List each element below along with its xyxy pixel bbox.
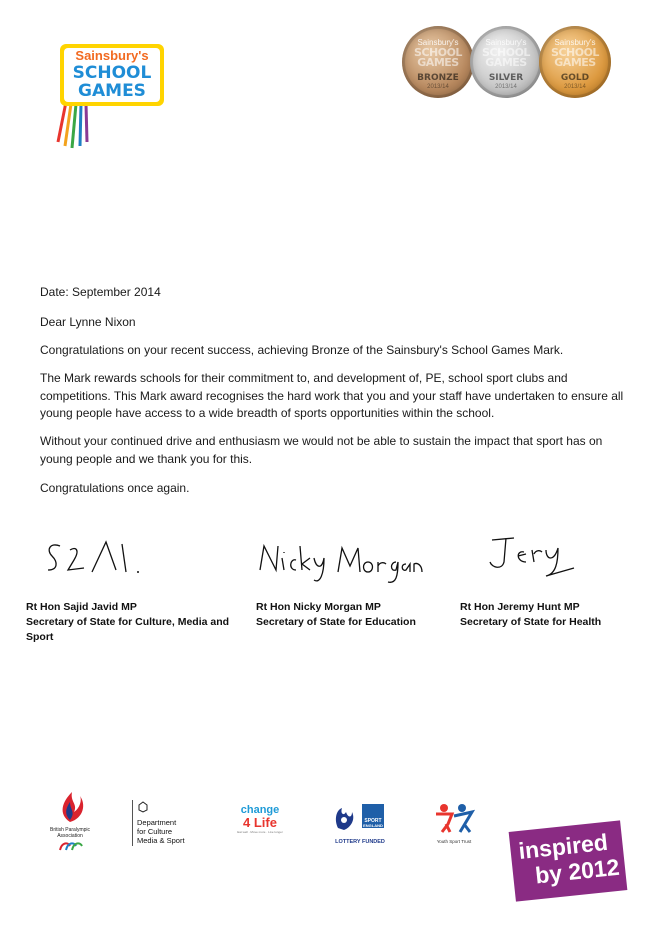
lottery-hand-icon <box>330 802 390 832</box>
medal-line2: GAMES <box>417 56 459 69</box>
signatory-name: Rt Hon Sajid Javid MP <box>26 601 137 613</box>
signatory-name: Rt Hon Jeremy Hunt MP <box>460 601 580 613</box>
inspired-by-2012-logo <box>509 820 628 901</box>
medal-brand: Sainsbury's <box>554 38 596 47</box>
logo-line1: SCHOOL <box>72 63 152 83</box>
signature-hunt-icon <box>484 532 584 578</box>
medal-year: 2013/14 <box>427 84 449 90</box>
medal-line1: SCHOOL <box>551 46 599 59</box>
change4life-logo <box>232 804 288 844</box>
inspired-line1: inspired <box>517 828 610 865</box>
lottery-label: LOTTERY FUNDED <box>335 839 385 845</box>
logo-brand: Sainsbury's <box>75 48 149 63</box>
gold-medal <box>539 26 611 98</box>
c4l-line2: 4 Life <box>243 815 277 830</box>
crest-icon <box>137 801 149 813</box>
letter-date: Date: September 2014 <box>40 285 161 299</box>
yst-logo <box>432 802 476 844</box>
medal-level: SILVER <box>488 73 524 83</box>
bpa-line1: British Paralympic <box>49 827 90 833</box>
yst-label: Youth Sport Trust <box>436 839 472 844</box>
signatory-morgan <box>256 600 456 630</box>
bpa-logo <box>48 790 92 848</box>
logo-line2: GAMES <box>78 81 146 101</box>
letter-paragraph-3: Without your continued drive and enthusiasm we would not be able to sustain the impact that sport has on young people and we thank you for this. <box>40 434 603 466</box>
medal-brand: Sainsbury's <box>417 38 459 47</box>
dcms-line2: for Culture <box>137 827 173 836</box>
dcms-logo <box>132 800 207 846</box>
medal-line1: SCHOOL <box>414 46 462 59</box>
figures-icon <box>432 802 476 834</box>
signature-morgan-icon <box>256 540 426 588</box>
signatory-hunt <box>460 600 660 630</box>
medal-year: 2013/14 <box>495 84 517 90</box>
signatory-title: Secretary of State for Health <box>460 616 602 628</box>
medal-brand: Sainsbury's <box>485 38 527 47</box>
signatory-title: Secretary of State for Culture, Media and Sport <box>26 616 230 643</box>
c4l-sub: Eat well · Move more · Live longer <box>237 830 283 834</box>
england-label: ENGLAND <box>363 823 383 828</box>
bronze-medal <box>402 26 474 98</box>
c4l-line1: change <box>240 804 280 816</box>
inspired-line2: by 2012 <box>533 853 621 889</box>
medal-level: BRONZE <box>417 73 459 83</box>
sport-label: SPORT <box>364 818 382 824</box>
agitos-icon <box>48 840 92 852</box>
dcms-line3: Media & Sport <box>137 836 185 845</box>
medal-level: GOLD <box>560 73 590 83</box>
medal-line2: GAMES <box>554 56 596 69</box>
bpa-line2: Association <box>57 833 83 839</box>
medal-line2: GAMES <box>485 56 527 69</box>
signatory-title: Secretary of State for Education <box>256 616 416 628</box>
signatory-javid <box>26 600 236 645</box>
school-games-logo <box>52 42 170 152</box>
flame-icon <box>48 790 92 824</box>
letter-paragraph-1: Congratulations on your recent success, achieving Bronze of the Sainsbury's School Games Mark. <box>40 343 564 357</box>
letter-closing: Congratulations once again. <box>40 481 190 495</box>
signature-javid-icon <box>40 536 150 582</box>
ribbon-icon <box>58 102 87 148</box>
letter-paragraph-2: The Mark rewards schools for their commitment to, and development of, PE, school sport clubs and competitions. This Mark award recognises the hard work that you and your staff have undertaken to ensure all young people have access to a wide breadth of sports opportunities within the school. <box>40 371 624 420</box>
letter-salutation: Dear Lynne Nixon <box>40 315 136 329</box>
silver-medal <box>470 26 542 98</box>
medal-line1: SCHOOL <box>482 46 530 59</box>
dcms-line1: Department <box>137 818 177 827</box>
lottery-sport-england-logo <box>330 802 390 844</box>
signatory-name: Rt Hon Nicky Morgan MP <box>256 601 381 613</box>
medal-year: 2013/14 <box>564 84 586 90</box>
